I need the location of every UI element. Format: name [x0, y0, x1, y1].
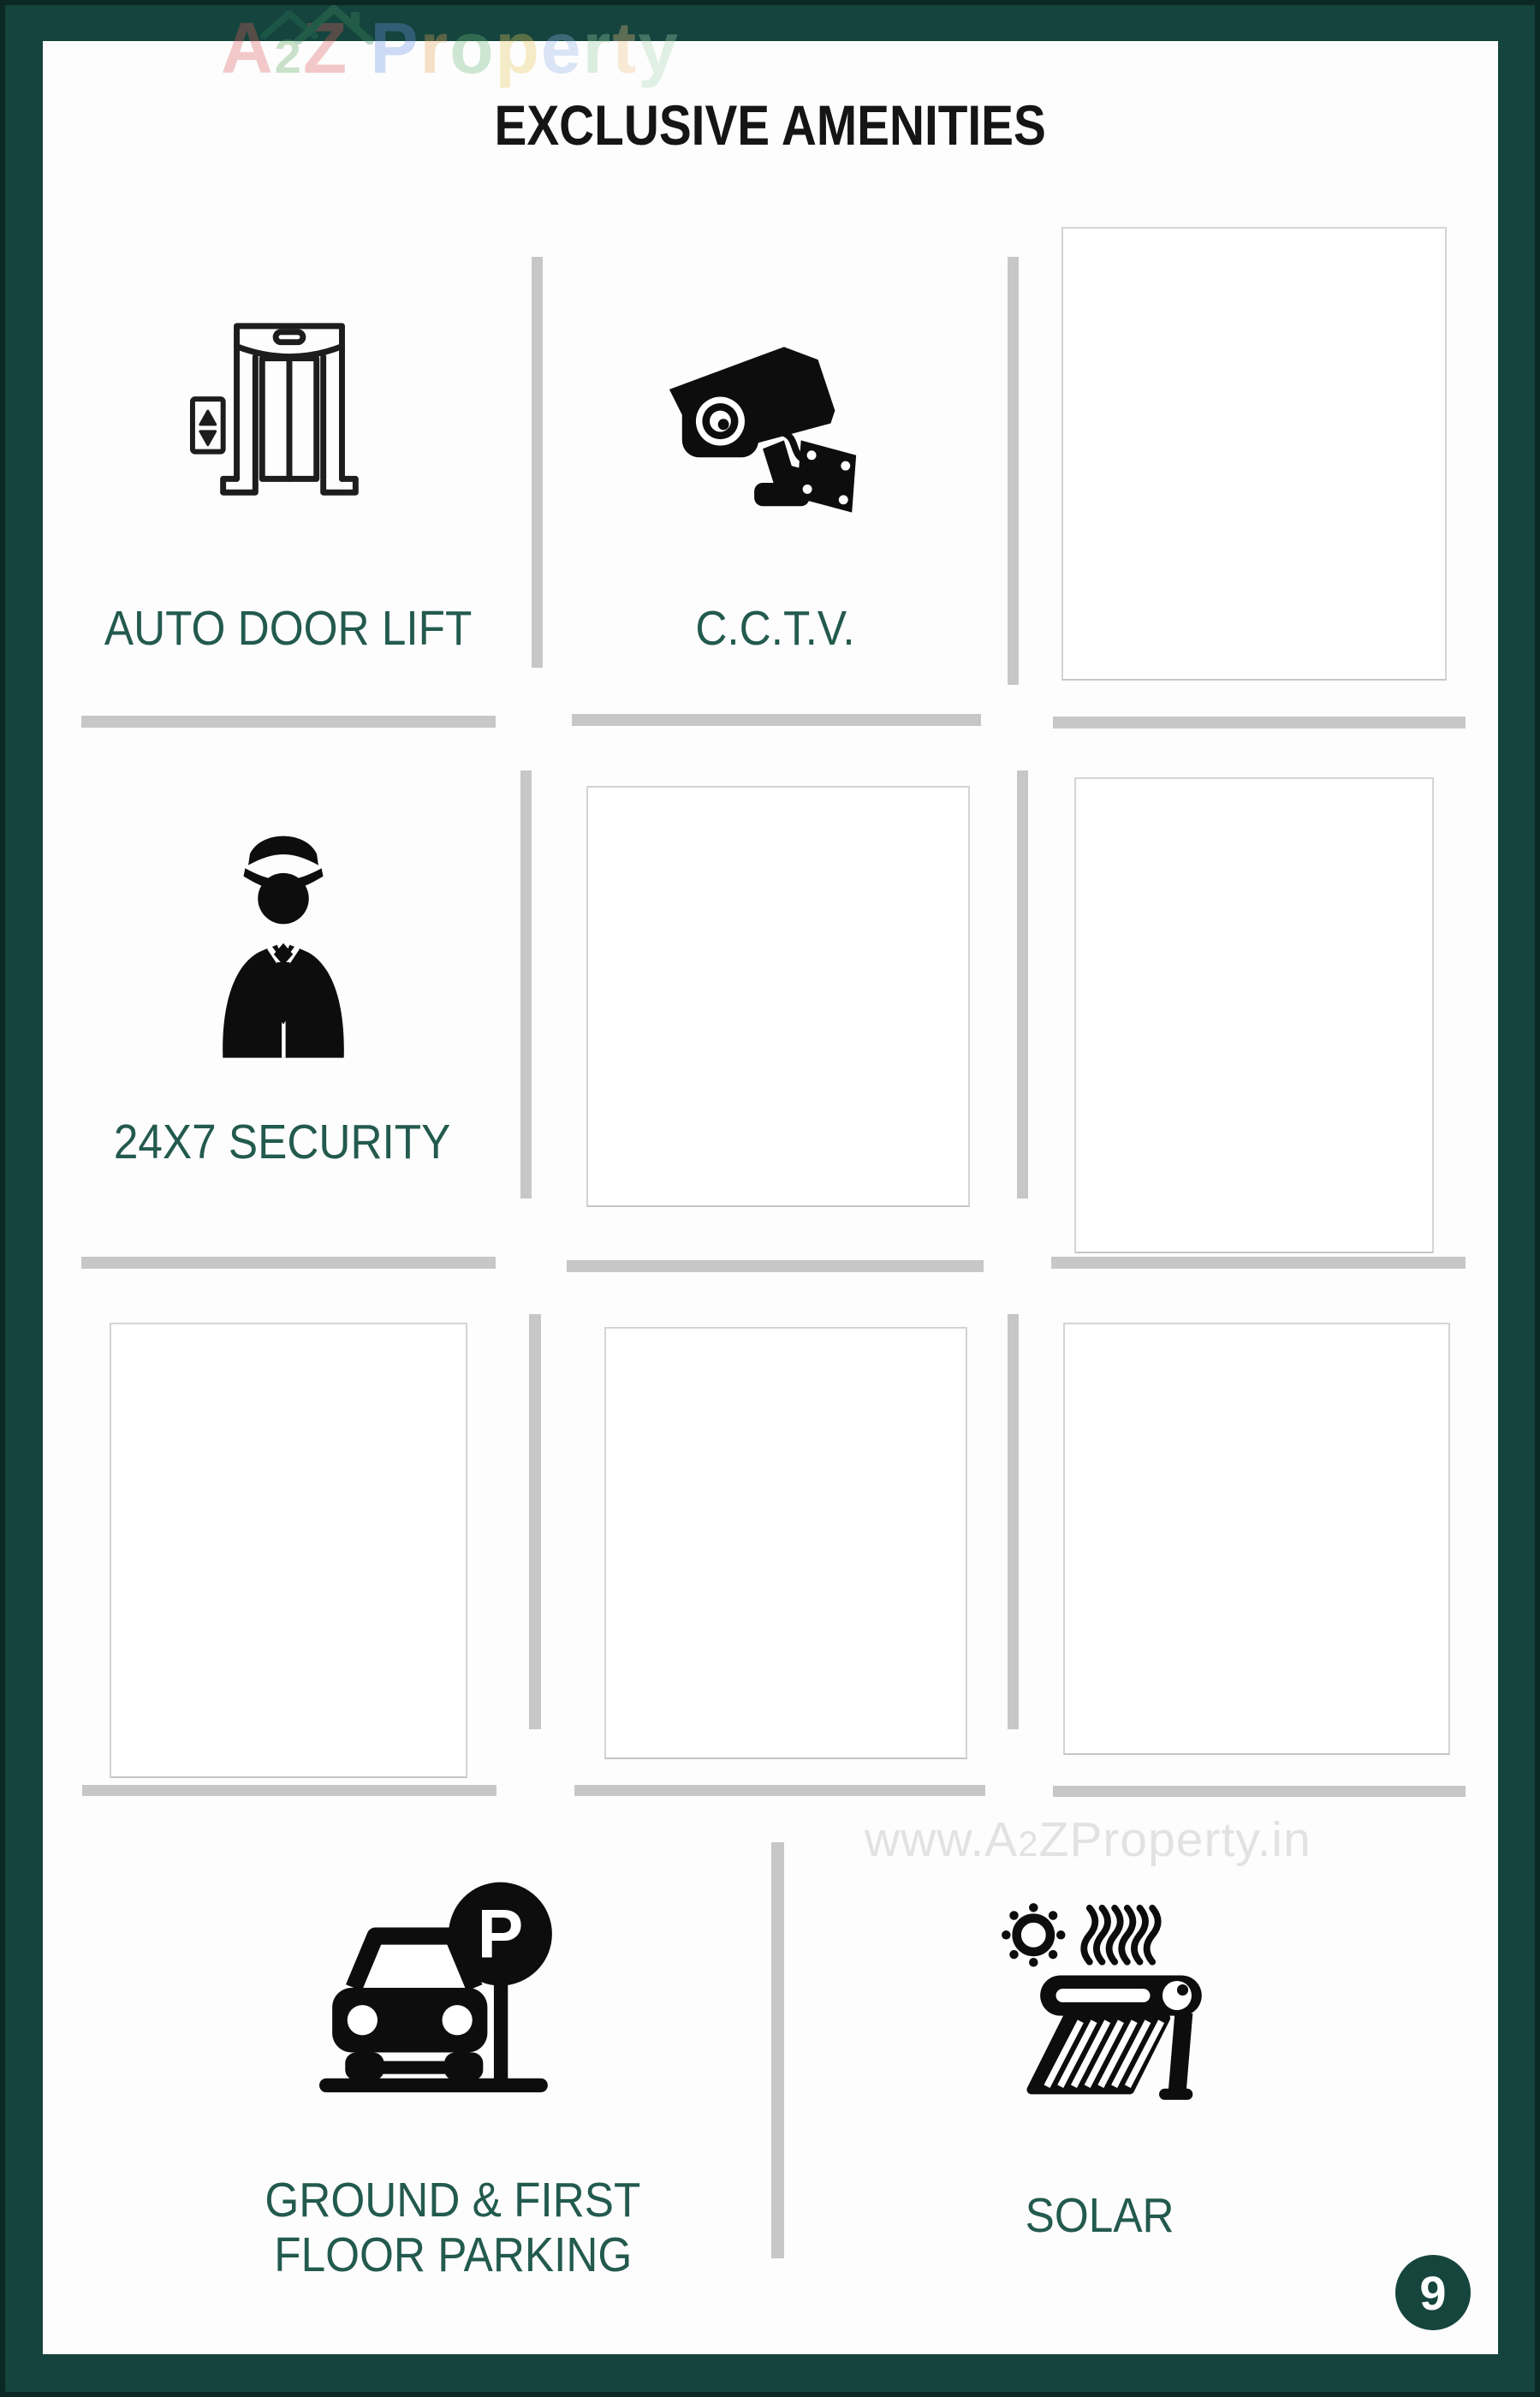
image-placeholder — [1063, 1323, 1450, 1755]
horizontal-divider — [572, 714, 981, 726]
vertical-divider — [529, 1314, 541, 1729]
horizontal-divider — [81, 716, 496, 728]
horizontal-divider — [1053, 1786, 1466, 1797]
house-roof-icon — [248, 2, 394, 45]
brand-watermark-text: A2Z Property — [221, 8, 680, 88]
security-guard-icon — [204, 822, 363, 1058]
horizontal-divider — [574, 1785, 985, 1796]
brand-watermark — [221, 2, 680, 96]
cctv-camera-icon — [661, 334, 873, 517]
vertical-divider — [771, 1842, 784, 2258]
vertical-divider — [1008, 1314, 1019, 1729]
vertical-divider — [520, 770, 532, 1198]
vertical-divider — [532, 257, 543, 668]
image-placeholder — [586, 786, 970, 1207]
page-title: EXCLUSIVE AMENITIES — [494, 93, 1047, 157]
amenity-label-parking-line1: GROUND & FIRST — [265, 2173, 641, 2227]
vertical-divider — [1017, 770, 1028, 1198]
image-placeholder — [1074, 777, 1434, 1253]
amenity-label-solar: SOLAR — [1026, 2188, 1174, 2243]
horizontal-divider — [567, 1260, 984, 1272]
page-number-badge: 9 — [1395, 2255, 1471, 2330]
amenity-label-security: 24X7 SECURITY — [114, 1115, 451, 1169]
site-watermark: www.A2ZProperty.in — [865, 1812, 1311, 1867]
image-placeholder — [1061, 227, 1447, 681]
solar-water-heater-icon — [1000, 1900, 1224, 2126]
parking-icon — [315, 1880, 565, 2096]
horizontal-divider — [82, 1785, 496, 1796]
svg-text:P: P — [477, 1895, 524, 1973]
horizontal-divider — [81, 1257, 496, 1269]
horizontal-divider — [1051, 1257, 1466, 1269]
elevator-icon — [187, 317, 391, 510]
amenity-label-parking-line2: FLOOR PARKING — [273, 2227, 633, 2282]
amenity-label-auto-door-lift: AUTO DOOR LIFT — [104, 601, 473, 656]
horizontal-divider — [1053, 717, 1466, 729]
amenity-label-cctv: C.C.T.V. — [694, 601, 855, 656]
vertical-divider — [1008, 257, 1019, 685]
image-placeholder — [110, 1323, 467, 1778]
image-placeholder — [604, 1327, 967, 1759]
